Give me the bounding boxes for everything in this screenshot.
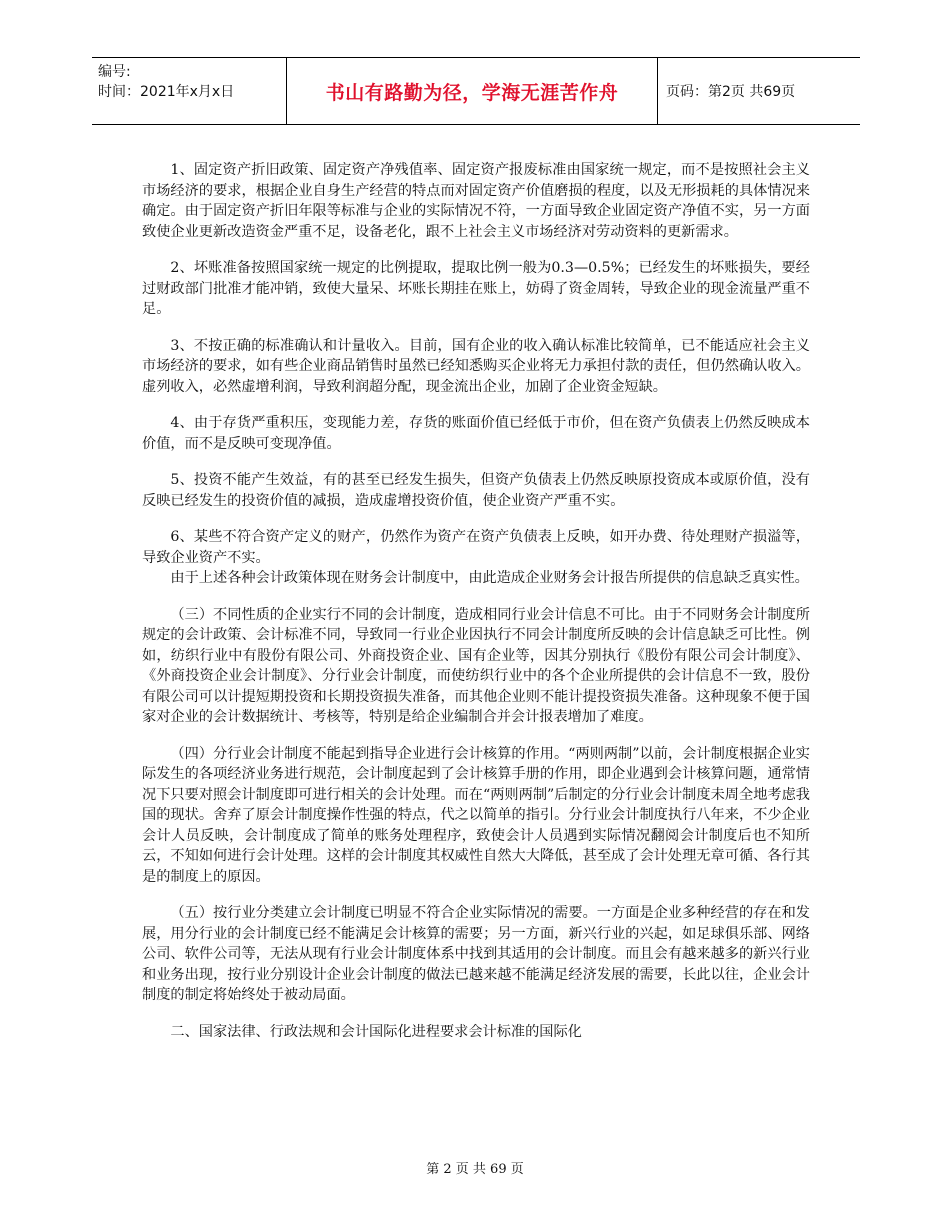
document-number-label: 编号: <box>98 64 131 80</box>
paragraph-7: 由于上述各种会计政策体现在财务会计制度中，由此造成企业财务会计报告所提供的信息缺乏真实性。 <box>170 570 809 586</box>
paragraph-6: 6、某些不符合资产定义的财产，仍然作为资产在资产负债表上反映，如开办费、待处理财产损溢等，导致企业资产不实。 <box>142 529 810 566</box>
section-heading-2: 二、国家法律、行政法规和会计国际化进程要求会计标准的国际化 <box>170 1023 582 1040</box>
document-body <box>142 160 810 1058</box>
document-date: 时间：2021年x月x日 <box>98 84 235 100</box>
section-3-paragraph: （三）不同性质的企业实行不同的会计制度，造成相同行业会计信息不可比。由于不同财务会计制度所规定的会计政策、会计标准不同，导致同一行业企业因执行不同会计制度所反映的会计信息缺乏可比性。例如，纺织行业中有股份有限公司、外商投资企业、国有企业等，因其分别执行《股份有限公司会计制度》、《外商投资企业会计制度》、分行业会计制度，而使纺织行业中的各个企业所提供的会计信息不一致，股份有限公司可以计提短期投资和长期投资损失准备，而其他企业则不能计提投资损失准备。这种现象不便于国家对企业的会计数据统计、考核等，特别是给企业编制合并会计报表增加了难度。 <box>142 606 810 725</box>
paragraph-2: 2、坏账准备按照国家统一规定的比例提取，提取比例一般为0.3—0.5%；已经发生的坏账损失，要经过财政部门批准才能冲销，致使大量呆、坏账长期挂在账上，妨碍了资金周转，导致企业的现金流量严重不足。 <box>142 260 810 317</box>
section-4-paragraph: （四）分行业会计制度不能起到指导企业进行会计核算的作用。“两则两制”以前，会计制度根据企业实际发生的各项经济业务进行规范，会计制度起到了会计核算手册的作用，即企业遇到会计核算问题，通常情况下只要对照会计制度即可进行相关的会计处理。而在“两则两制”后制定的分行业会计制度未周全地考虑我国的现状。舍弃了原会计制度操作性强的特点，代之以简单的指引。分行业会计制度执行八年来，不少企业会计人员反映，会计制度成了简单的账务处理程序，致使会计人员遇到实际情况翻阅会计制度后也不知所云，不知如何进行会计处理。这样的会计制度其权威性自然大大降低，甚至成了会计处理无章可循、各行其是的制度上的原因。 <box>142 745 810 885</box>
paragraph-5: 5、投资不能产生效益，有的甚至已经发生损失，但资产负债表上仍然反映原投资成本或原价值，没有反映已经发生的投资价值的减损，造成虚增投资价值，使企业资产严重不实。 <box>142 472 810 509</box>
paragraph-3: 3、不按正确的标准确认和计量收入。目前，国有企业的收入确认标准比较简单，已不能适应社会主义市场经济的要求，如有些企业商品销售时虽然已经知悉购买企业将无力承担付款的责任，但仍然确认收入。虚列收入，必然虚增利润，导致利润超分配，现金流出企业，加剧了企业资金短缺。 <box>142 337 810 395</box>
header-page-info: 页码：第2页 共69页 <box>666 84 796 100</box>
header-meta <box>92 58 286 124</box>
page-header <box>92 57 860 125</box>
page-footer: 第 2 页 共 69 页 <box>426 1162 524 1177</box>
paragraph-4: 4、由于存货严重积压，变现能力差，存货的账面价值已经低于市价，但在资产负债表上仍然反映成本价值，而不是反映可变现净值。 <box>142 415 810 452</box>
paragraph-1: 1、固定资产折旧政策、固定资产净残值率、固定资产报废标准由国家统一规定，而不是按照社会主义市场经济的要求，根据企业自身生产经营的特点而对固定资产价值磨损的程度，以及无形损耗的具体情况来确定。由于固定资产折旧年限等标准与企业的实际情况不符，一方面导致企业固定资产净值不实，另一方面致使企业更新改造资金严重不足，设备老化，跟不上社会主义市场经济对劳动资料的更新需求。 <box>142 162 810 240</box>
header-motto: 书山有路勤为径，学海无涯苦作舟 <box>286 58 658 124</box>
section-5-paragraph: （五）按行业分类建立会计制度已明显不符合企业实际情况的需要。一方面是企业多种经营的存在和发展，用分行业的会计制度已经不能满足会计核算的需要；另一方面，新兴行业的兴起，如足球俱乐部、网络公司、软件公司等，无法从现有行业会计制度体系中找到其适用的会计制度。而且会有越来越多的新兴行业和业务出现，按行业分别设计企业会计制度的做法已越来越不能满足经济发展的需要，长此以往，企业会计制度的制定将始终处于被动局面。 <box>142 905 810 1003</box>
